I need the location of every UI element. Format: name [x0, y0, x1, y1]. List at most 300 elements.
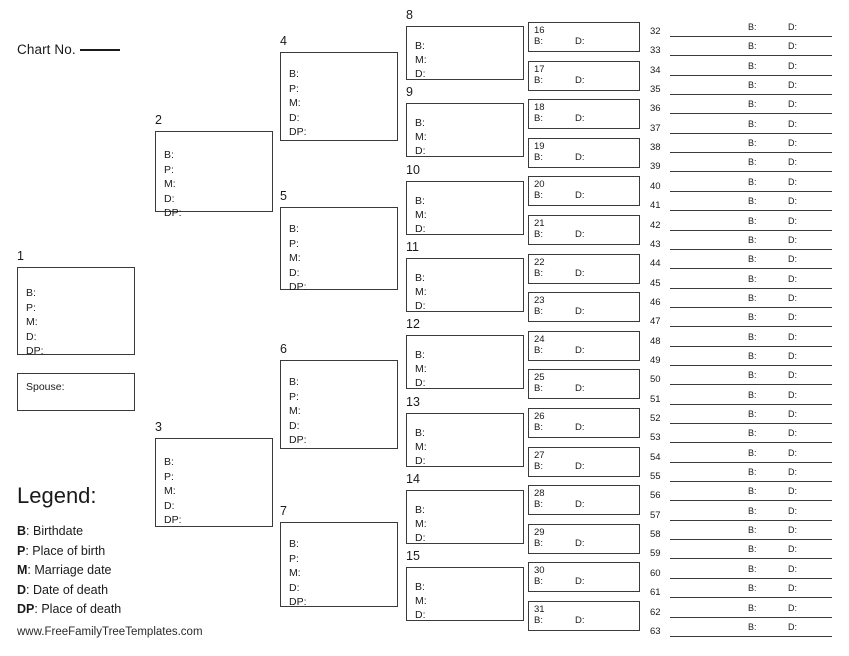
ancestor-box-number: 24 — [534, 333, 545, 345]
ancestor-line-number: 54 — [650, 451, 661, 463]
person-box-5[interactable] — [280, 207, 398, 294]
person-box-number-6: 6 — [280, 342, 287, 356]
legend-description: Birthdate — [32, 524, 84, 538]
person-field: D: — [289, 111, 300, 124]
ancestor-line-number: 43 — [650, 238, 661, 250]
birth-label: B: — [534, 268, 543, 279]
birth-label: B: — [534, 306, 543, 317]
ancestor-line-56[interactable] — [650, 482, 832, 501]
write-in-rule[interactable] — [670, 326, 832, 327]
ancestor-line-number: 58 — [650, 528, 661, 540]
birth-label: B: — [534, 499, 543, 510]
ancestor-box-number: 19 — [534, 140, 545, 152]
person-field: DP: — [289, 596, 307, 609]
ancestor-box-23[interactable] — [528, 292, 640, 322]
person-box-10[interactable] — [406, 181, 524, 235]
person-field: D: — [289, 266, 300, 279]
birth-label: B: — [748, 80, 757, 90]
spouse-box[interactable] — [17, 373, 135, 411]
legend-title: Legend: — [17, 483, 97, 508]
ancestor-line-53[interactable] — [650, 424, 832, 443]
ancestor-line-number: 51 — [650, 393, 661, 405]
ancestor-box-number: 20 — [534, 178, 545, 190]
ancestor-line-35[interactable] — [650, 76, 832, 95]
birth-label: B: — [748, 525, 757, 535]
birth-label: B: — [748, 603, 757, 613]
write-in-rule[interactable] — [670, 268, 832, 269]
death-label: D: — [788, 332, 797, 342]
legend — [17, 485, 237, 620]
person-fields-14 — [415, 503, 427, 546]
person-box-15[interactable] — [406, 567, 524, 621]
person-field: B: — [164, 149, 174, 161]
person-field: B: — [289, 538, 299, 550]
birth-label: B: — [748, 428, 757, 438]
person-field: D: — [415, 377, 426, 390]
legend-separator: : — [25, 543, 33, 558]
person-field: M: — [289, 567, 301, 580]
death-label: D: — [788, 216, 797, 226]
death-label: D: — [575, 383, 585, 394]
ancestor-box-number: 26 — [534, 410, 545, 422]
death-label: D: — [788, 351, 797, 361]
write-in-rule[interactable] — [670, 558, 832, 559]
death-label: D: — [788, 80, 797, 90]
write-in-rule[interactable] — [670, 442, 832, 443]
ancestor-line-50[interactable] — [650, 366, 832, 385]
ancestor-box-number: 30 — [534, 564, 545, 576]
ancestor-line-47[interactable] — [650, 308, 832, 327]
ancestor-line-34[interactable] — [650, 57, 832, 76]
person-box-12[interactable] — [406, 335, 524, 389]
death-label: D: — [788, 486, 797, 496]
legend-entry — [17, 542, 237, 562]
ancestor-line-number: 61 — [650, 586, 661, 598]
birth-label: B: — [534, 538, 543, 549]
birth-label: B: — [748, 61, 757, 71]
person-field: P: — [164, 163, 174, 176]
person-field: B: — [415, 40, 425, 52]
person-field: DP: — [164, 514, 182, 527]
death-label: D: — [788, 196, 797, 206]
chart-number-label: Chart No. — [17, 42, 76, 57]
ancestor-line-number: 63 — [650, 625, 661, 637]
ancestor-line-52[interactable] — [650, 405, 832, 424]
chart-number-blank-rule[interactable] — [80, 49, 120, 51]
legend-entry — [17, 561, 237, 581]
ancestor-line-number: 46 — [650, 296, 661, 308]
ancestor-line-39[interactable] — [650, 153, 832, 172]
ancestor-box-16[interactable] — [528, 22, 640, 52]
death-label: D: — [788, 312, 797, 322]
ancestor-line-63[interactable] — [650, 618, 832, 637]
birth-label: B: — [748, 390, 757, 400]
ancestor-line-48[interactable] — [650, 328, 832, 347]
death-label: D: — [575, 615, 585, 626]
ancestor-line-number: 57 — [650, 509, 661, 521]
death-label: D: — [575, 499, 585, 510]
ancestor-box-number: 17 — [534, 63, 545, 75]
death-label: D: — [575, 538, 585, 549]
ancestor-line-43[interactable] — [650, 231, 832, 250]
legend-key: D — [17, 582, 27, 597]
ancestor-box-number: 21 — [534, 217, 545, 229]
ancestor-line-51[interactable] — [650, 386, 832, 405]
death-label: D: — [788, 293, 797, 303]
person-field: D: — [289, 581, 300, 594]
person-field: D: — [415, 68, 426, 81]
person-field: DP: — [164, 207, 182, 220]
write-in-rule[interactable] — [670, 113, 832, 114]
ancestor-line-number: 41 — [650, 199, 661, 211]
death-label: D: — [788, 603, 797, 613]
ancestor-line-44[interactable] — [650, 250, 832, 269]
death-label: D: — [575, 113, 585, 124]
legend-description: Date of death — [32, 582, 109, 597]
birth-label: B: — [534, 576, 543, 587]
spouse-label: Spouse: — [26, 381, 65, 393]
person-box-1[interactable] — [17, 267, 135, 358]
ancestor-line-number: 55 — [650, 470, 661, 482]
person-box-11[interactable] — [406, 258, 524, 312]
legend-entry — [17, 522, 237, 542]
birth-label: B: — [748, 351, 757, 361]
ancestor-box-number: 18 — [534, 101, 545, 113]
birth-label: B: — [748, 467, 757, 477]
ancestor-line-46[interactable] — [650, 289, 832, 308]
person-field: M: — [415, 595, 427, 608]
death-label: D: — [575, 75, 585, 86]
legend-separator: : — [27, 563, 35, 577]
ancestor-line-62[interactable] — [650, 599, 832, 618]
person-box-6[interactable] — [280, 360, 398, 449]
person-field: M: — [415, 363, 427, 376]
ancestor-box-number: 16 — [534, 24, 545, 36]
person-field: D: — [415, 532, 426, 545]
birth-label: B: — [748, 138, 757, 148]
person-field: DP: — [289, 281, 307, 294]
legend-key: DP — [17, 602, 35, 616]
person-field: B: — [415, 117, 425, 129]
death-label: D: — [788, 622, 797, 632]
birth-label: B: — [534, 615, 543, 626]
birth-label: B: — [534, 36, 543, 47]
person-box-8[interactable] — [406, 26, 524, 80]
person-field: B: — [415, 581, 425, 593]
birth-label: B: — [534, 422, 543, 433]
person-box-number-1: 1 — [17, 249, 24, 263]
death-label: D: — [788, 448, 797, 458]
death-label: D: — [788, 254, 797, 264]
person-box-number-14: 14 — [406, 472, 420, 486]
person-box-number-13: 13 — [406, 395, 420, 409]
legend-description: Place of birth — [32, 543, 106, 558]
ancestor-line-42[interactable] — [650, 212, 832, 231]
death-label: D: — [788, 390, 797, 400]
person-fields-4 — [289, 67, 307, 140]
ancestor-line-59[interactable] — [650, 540, 832, 559]
death-label: D: — [575, 268, 585, 279]
person-box-number-5: 5 — [280, 189, 287, 203]
person-field: M: — [289, 252, 301, 265]
death-label: D: — [788, 506, 797, 516]
ancestor-line-number: 36 — [650, 102, 661, 114]
death-label: D: — [575, 422, 585, 433]
person-field: D: — [415, 223, 426, 236]
person-box-number-9: 9 — [406, 85, 413, 99]
person-box-4[interactable] — [280, 52, 398, 141]
person-fields-13 — [415, 426, 427, 469]
person-field: B: — [289, 376, 299, 388]
person-field: P: — [289, 390, 299, 403]
person-fields-1 — [26, 286, 44, 359]
legend-key: M — [17, 563, 28, 577]
ancestor-box-26[interactable] — [528, 408, 640, 438]
death-label: D: — [788, 61, 797, 71]
person-fields-2 — [164, 148, 182, 221]
person-field: D: — [289, 419, 300, 432]
birth-label: B: — [534, 75, 543, 86]
person-fields-10 — [415, 194, 427, 237]
ancestor-line-32[interactable] — [650, 18, 832, 37]
legend-key: P — [17, 543, 26, 558]
ancestor-box-31[interactable] — [528, 601, 640, 631]
person-box-14[interactable] — [406, 490, 524, 544]
person-field: D: — [26, 330, 37, 343]
ancestor-box-number: 28 — [534, 487, 545, 499]
write-in-rule[interactable] — [670, 500, 832, 501]
person-field: B: — [289, 223, 299, 235]
birth-label: B: — [748, 583, 757, 593]
write-in-rule[interactable] — [670, 171, 832, 172]
person-field: B: — [415, 427, 425, 439]
person-field: P: — [164, 470, 174, 483]
birth-label: B: — [748, 370, 757, 380]
birth-label: B: — [748, 506, 757, 516]
birth-label: B: — [748, 99, 757, 109]
person-fields-5 — [289, 222, 307, 295]
ancestor-line-number: 62 — [650, 606, 661, 618]
death-label: D: — [788, 157, 797, 167]
birth-label: B: — [534, 383, 543, 394]
ancestor-line-number: 37 — [650, 122, 661, 134]
ancestor-line-number: 38 — [650, 141, 661, 153]
person-box-9[interactable] — [406, 103, 524, 157]
person-box-number-2: 2 — [155, 113, 162, 127]
ancestor-line-38[interactable] — [650, 134, 832, 153]
ancestor-box-25[interactable] — [528, 369, 640, 399]
death-label: D: — [575, 345, 585, 356]
legend-separator: : — [34, 602, 42, 616]
ancestor-line-49[interactable] — [650, 347, 832, 366]
ancestor-line-58[interactable] — [650, 521, 832, 540]
ancestor-line-55[interactable] — [650, 463, 832, 482]
death-label: D: — [788, 467, 797, 477]
person-field: DP: — [289, 126, 307, 139]
ancestor-line-61[interactable] — [650, 579, 832, 598]
person-field: M: — [415, 441, 427, 454]
birth-label: B: — [748, 216, 757, 226]
person-field: M: — [415, 131, 427, 144]
person-field: D: — [415, 609, 426, 622]
birth-label: B: — [748, 177, 757, 187]
birth-label: B: — [748, 448, 757, 458]
death-label: D: — [788, 564, 797, 574]
ancestor-box-20[interactable] — [528, 176, 640, 206]
ancestor-line-number: 39 — [650, 160, 661, 172]
ancestor-line-number: 49 — [650, 354, 661, 366]
ancestor-line-45[interactable] — [650, 270, 832, 289]
person-field: P: — [289, 552, 299, 565]
death-label: D: — [788, 22, 797, 32]
person-fields-15 — [415, 580, 427, 623]
birth-label: B: — [748, 564, 757, 574]
ancestor-box-28[interactable] — [528, 485, 640, 515]
ancestor-line-40[interactable] — [650, 173, 832, 192]
death-label: D: — [788, 274, 797, 284]
ancestor-box-18[interactable] — [528, 99, 640, 129]
birth-label: B: — [748, 22, 757, 32]
legend-description: Place of death — [41, 602, 122, 616]
person-field: DP: — [26, 345, 44, 358]
ancestor-line-number: 47 — [650, 315, 661, 327]
legend-description: Marriage date — [34, 563, 112, 577]
person-field: M: — [289, 405, 301, 418]
ancestor-line-60[interactable] — [650, 560, 832, 579]
death-label: D: — [788, 99, 797, 109]
write-in-rule[interactable] — [670, 597, 832, 598]
ancestor-box-24[interactable] — [528, 331, 640, 361]
ancestor-line-number: 35 — [650, 83, 661, 95]
person-field: D: — [415, 300, 426, 313]
person-box-7[interactable] — [280, 522, 398, 607]
birth-label: B: — [748, 622, 757, 632]
birth-label: B: — [534, 113, 543, 124]
ancestor-line-41[interactable] — [650, 192, 832, 211]
person-box-number-3: 3 — [155, 420, 162, 434]
person-field: M: — [415, 54, 427, 67]
person-field: B: — [415, 195, 425, 207]
ancestor-box-number: 22 — [534, 256, 545, 268]
person-field: M: — [415, 518, 427, 531]
death-label: D: — [575, 36, 585, 47]
ancestor-line-number: 32 — [650, 25, 661, 37]
ancestor-box-number: 23 — [534, 294, 545, 306]
ancestor-line-number: 53 — [650, 431, 661, 443]
ancestor-box-number: 29 — [534, 526, 545, 538]
legend-entry — [17, 600, 237, 620]
person-fields-7 — [289, 537, 307, 610]
ancestor-line-number: 44 — [650, 257, 661, 269]
ancestor-box-22[interactable] — [528, 254, 640, 284]
death-label: D: — [788, 235, 797, 245]
ancestor-box-number: 27 — [534, 449, 545, 461]
person-field: P: — [26, 301, 36, 314]
death-label: D: — [575, 229, 585, 240]
person-box-13[interactable] — [406, 413, 524, 467]
birth-label: B: — [748, 486, 757, 496]
birth-label: B: — [748, 312, 757, 322]
ancestor-line-number: 45 — [650, 277, 661, 289]
death-label: D: — [788, 544, 797, 554]
birth-label: B: — [748, 544, 757, 554]
person-field: D: — [164, 192, 175, 205]
person-field: B: — [26, 287, 36, 299]
death-label: D: — [575, 190, 585, 201]
ancestor-box-29[interactable] — [528, 524, 640, 554]
ancestor-line-54[interactable] — [650, 444, 832, 463]
birth-label: B: — [748, 254, 757, 264]
ancestor-box-27[interactable] — [528, 447, 640, 477]
ancestor-line-number: 42 — [650, 219, 661, 231]
birth-label: B: — [534, 229, 543, 240]
ancestor-box-21[interactable] — [528, 215, 640, 245]
write-in-rule[interactable] — [670, 636, 832, 637]
death-label: D: — [788, 428, 797, 438]
death-label: D: — [788, 41, 797, 51]
legend-entry — [17, 581, 237, 601]
legend-rows — [17, 522, 237, 620]
ancestor-line-number: 56 — [650, 489, 661, 501]
person-field: P: — [289, 237, 299, 250]
death-label: D: — [788, 177, 797, 187]
ancestor-line-37[interactable] — [650, 115, 832, 134]
birth-label: B: — [534, 152, 543, 163]
person-field: M: — [164, 485, 176, 498]
death-label: D: — [788, 119, 797, 129]
person-fields-12 — [415, 348, 427, 391]
write-in-rule[interactable] — [670, 55, 832, 56]
legend-separator: : — [26, 582, 33, 597]
ancestor-line-57[interactable] — [650, 502, 832, 521]
person-field: M: — [289, 97, 301, 110]
ancestor-box-19[interactable] — [528, 138, 640, 168]
chart-number-field[interactable] — [17, 42, 120, 57]
person-field: B: — [415, 349, 425, 361]
ancestor-line-36[interactable] — [650, 95, 832, 114]
birth-label: B: — [748, 293, 757, 303]
person-field: M: — [26, 316, 38, 329]
person-box-number-15: 15 — [406, 549, 420, 563]
birth-label: B: — [748, 409, 757, 419]
person-box-2[interactable] — [155, 131, 273, 220]
birth-label: B: — [748, 157, 757, 167]
death-label: D: — [575, 576, 585, 587]
write-in-rule[interactable] — [670, 384, 832, 385]
ancestor-line-number: 52 — [650, 412, 661, 424]
person-field: B: — [164, 456, 174, 468]
death-label: D: — [788, 138, 797, 148]
ancestor-box-number: 25 — [534, 371, 545, 383]
ancestor-line-number: 33 — [650, 44, 661, 56]
birth-label: B: — [748, 274, 757, 284]
person-field: M: — [415, 286, 427, 299]
death-label: D: — [575, 152, 585, 163]
birth-label: B: — [748, 332, 757, 342]
person-field: P: — [289, 82, 299, 95]
ancestor-line-33[interactable] — [650, 37, 832, 56]
birth-label: B: — [748, 235, 757, 245]
ancestor-box-17[interactable] — [528, 61, 640, 91]
legend-separator: : — [26, 524, 33, 538]
birth-label: B: — [748, 41, 757, 51]
ancestor-box-30[interactable] — [528, 562, 640, 592]
ancestor-line-number: 34 — [650, 64, 661, 76]
write-in-rule[interactable] — [670, 210, 832, 211]
person-field: DP: — [289, 434, 307, 447]
death-label: D: — [788, 370, 797, 380]
person-box-number-11: 11 — [406, 240, 419, 254]
